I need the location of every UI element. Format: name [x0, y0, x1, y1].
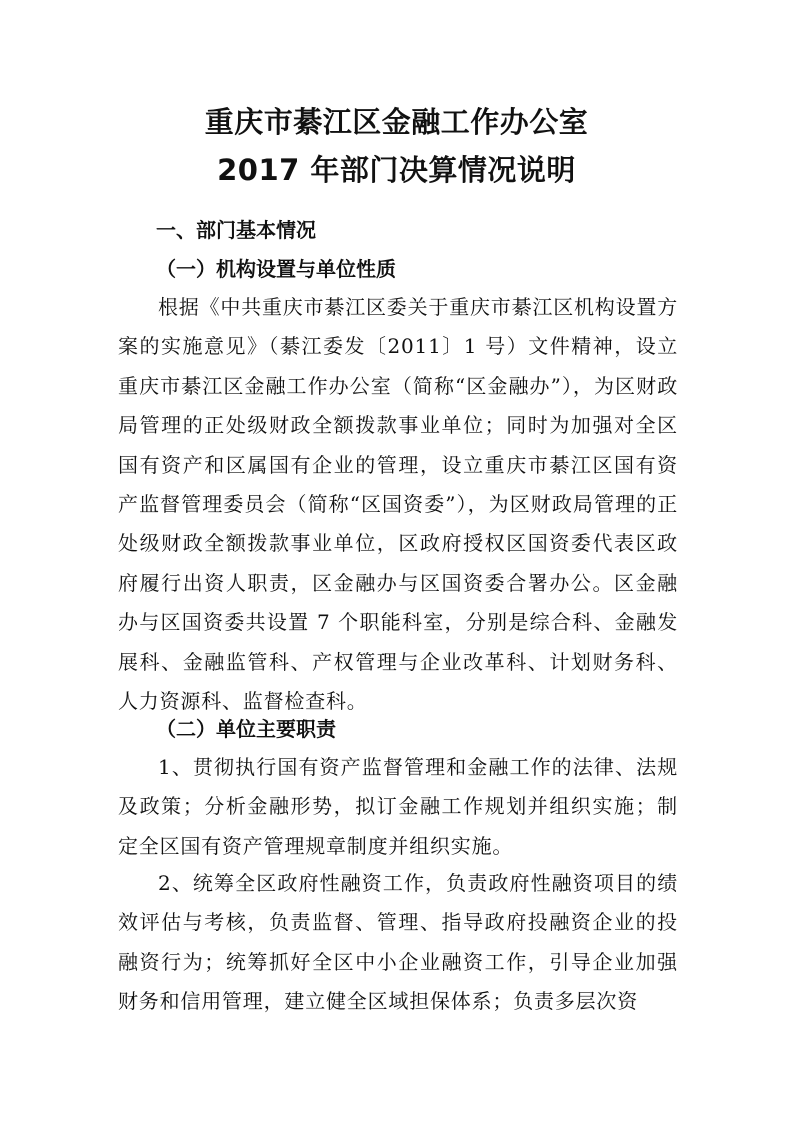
section-heading-basic-info: 一、部门基本情况 [156, 218, 316, 242]
subsection-heading-duties: （二）单位主要职责 [156, 717, 336, 741]
document-title-line1: 重庆市綦江区金融工作办公室 [204, 105, 589, 139]
paragraph-organization: 根据《中共重庆市綦江区委关于重庆市綦江区机构设置方案的实施意见》（綦江委发〔2011〕1 号）文件精神，设立重庆市綦江区金融工作办公室（简称“区金融办”），为区财政局管理的正处级财政全额拨款事业单位；同时为加强对全区国有资产和区属国有企业的管理，设立重庆市綦江区国有资产监督管理委员会（简称“区国资委”），为区财政局管理的正处级财政全额拨款事业单位，区政府授权区国资委代表区政府履行出资人职责，区金融办与区国资委合署办公。区金融办与区国资委共设置 7 个职能科室，分别是综合科、金融发展科、金融监管科、产权管理与企业改革科、计划财务科、人力资源科、监督检查科。 [118, 295, 678, 714]
subsection-heading-organization: （一）机构设置与单位性质 [156, 257, 396, 281]
paragraph-duty-1: 1、贯彻执行国有资产监督管理和金融工作的法律、法规及政策；分析金融形势，拟订金融工作规划并组织实施；制定全区国有资产管理规章制度并组织实施。 [118, 755, 678, 858]
document-title-line2: 2017 年部门决算情况说明 [217, 153, 576, 187]
paragraph-duty-2: 2、统筹全区政府性融资工作，负责政府性融资项目的绩效评估与考核，负责监督、管理、指导政府投融资企业的投融资行为；统筹抓好全区中小企业融资工作，引导企业加强财务和信用管理，建立健全区域担保体系；负责多层次资 [118, 871, 678, 1014]
